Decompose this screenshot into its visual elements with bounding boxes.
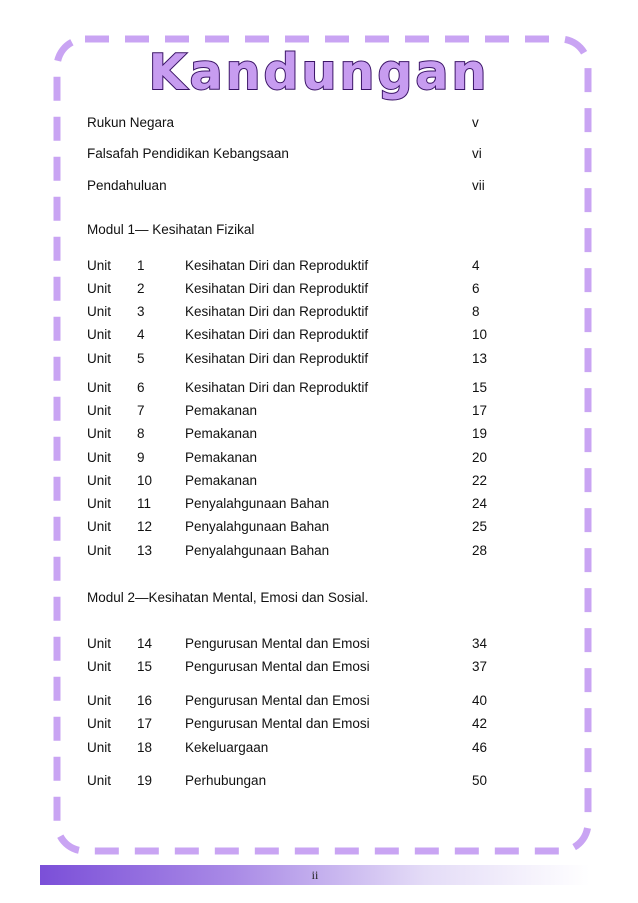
unit-label: Unit [87, 716, 112, 731]
unit-label: Unit [87, 659, 112, 674]
unit-title: Kesihatan Diri dan Reproduktif [185, 304, 369, 319]
unit-label: Unit [87, 327, 112, 342]
unit-title: Pengurusan Mental dan Emosi [185, 716, 370, 731]
unit-title: Pengurusan Mental dan Emosi [185, 636, 370, 651]
unit-number: 19 [137, 773, 153, 788]
unit-page: 37 [472, 659, 488, 674]
unit-label: Unit [87, 403, 112, 418]
unit-number: 18 [137, 740, 153, 755]
unit-title: Pemakanan [185, 403, 258, 418]
unit-title: Pemakanan [185, 473, 258, 488]
unit-page: 17 [472, 403, 488, 418]
front-matter-page: vi [472, 146, 482, 161]
unit-number: 3 [137, 304, 145, 319]
unit-label: Unit [87, 773, 112, 788]
unit-title: Pemakanan [185, 450, 258, 465]
unit-page: 46 [472, 740, 488, 755]
unit-page: 28 [472, 543, 488, 558]
unit-label: Unit [87, 473, 112, 488]
unit-title: Kekeluargaan [185, 740, 269, 755]
unit-page: 25 [472, 519, 488, 534]
unit-number: 12 [137, 519, 153, 534]
unit-page: 19 [472, 426, 488, 441]
unit-page: 20 [472, 450, 488, 465]
unit-title: Pengurusan Mental dan Emosi [185, 659, 370, 674]
module-heading-text: Modul 1— Kesihatan Fizikal [87, 222, 255, 237]
unit-label: Unit [87, 380, 112, 395]
unit-number: 14 [137, 636, 153, 651]
unit-number: 9 [137, 450, 145, 465]
unit-page: 42 [472, 716, 488, 731]
unit-title: Penyalahgunaan Bahan [185, 519, 330, 534]
unit-title: Kesihatan Diri dan Reproduktif [185, 351, 369, 366]
unit-title: Penyalahgunaan Bahan [185, 543, 330, 558]
unit-title: Kesihatan Diri dan Reproduktif [185, 281, 369, 296]
front-matter-label: Falsafah Pendidikan Kebangsaan [87, 146, 289, 161]
footer-page-number: ii [311, 868, 319, 882]
unit-title: Kesihatan Diri dan Reproduktif [185, 380, 369, 395]
unit-number: 5 [137, 351, 145, 366]
unit-number: 2 [137, 281, 145, 296]
unit-label: Unit [87, 281, 112, 296]
unit-label: Unit [87, 636, 112, 651]
unit-number: 1 [137, 258, 145, 273]
unit-page: 4 [472, 258, 480, 273]
unit-number: 13 [137, 543, 153, 558]
unit-number: 8 [137, 426, 145, 441]
page-title: Kandungan [148, 44, 490, 101]
unit-number: 10 [137, 473, 153, 488]
module-heading-text: Modul 2—Kesihatan Mental, Emosi dan Sosial. [87, 590, 369, 605]
unit-title: Kesihatan Diri dan Reproduktif [185, 327, 369, 342]
front-matter-page: vii [472, 178, 485, 193]
unit-label: Unit [87, 740, 112, 755]
unit-number: 6 [137, 380, 145, 395]
unit-label: Unit [87, 426, 112, 441]
unit-title: Pengurusan Mental dan Emosi [185, 693, 370, 708]
unit-label: Unit [87, 351, 112, 366]
unit-page: 22 [472, 473, 488, 488]
unit-page: 8 [472, 304, 480, 319]
unit-page: 34 [472, 636, 488, 651]
unit-page: 50 [472, 773, 488, 788]
unit-page: 15 [472, 380, 488, 395]
unit-number: 11 [137, 496, 152, 511]
unit-label: Unit [87, 543, 112, 558]
unit-page: 24 [472, 496, 488, 511]
front-matter-label: Pendahuluan [87, 178, 167, 193]
unit-label: Unit [87, 693, 112, 708]
unit-page: 10 [472, 327, 488, 342]
unit-title: Kesihatan Diri dan Reproduktif [185, 258, 369, 273]
unit-label: Unit [87, 519, 112, 534]
unit-title: Penyalahgunaan Bahan [185, 496, 330, 511]
unit-page: 40 [472, 693, 488, 708]
unit-title: Pemakanan [185, 426, 258, 441]
unit-label: Unit [87, 304, 112, 319]
unit-page: 6 [472, 281, 480, 296]
front-matter-label: Rukun Negara [87, 115, 175, 130]
unit-label: Unit [87, 496, 112, 511]
front-matter-page: v [472, 115, 479, 130]
unit-number: 16 [137, 693, 153, 708]
unit-number: 17 [137, 716, 153, 731]
unit-label: Unit [87, 450, 112, 465]
unit-page: 13 [472, 351, 488, 366]
footer-bar [40, 865, 590, 885]
unit-number: 7 [137, 403, 145, 418]
unit-number: 15 [137, 659, 153, 674]
unit-number: 4 [137, 327, 145, 342]
unit-label: Unit [87, 258, 112, 273]
unit-title: Perhubungan [185, 773, 267, 788]
